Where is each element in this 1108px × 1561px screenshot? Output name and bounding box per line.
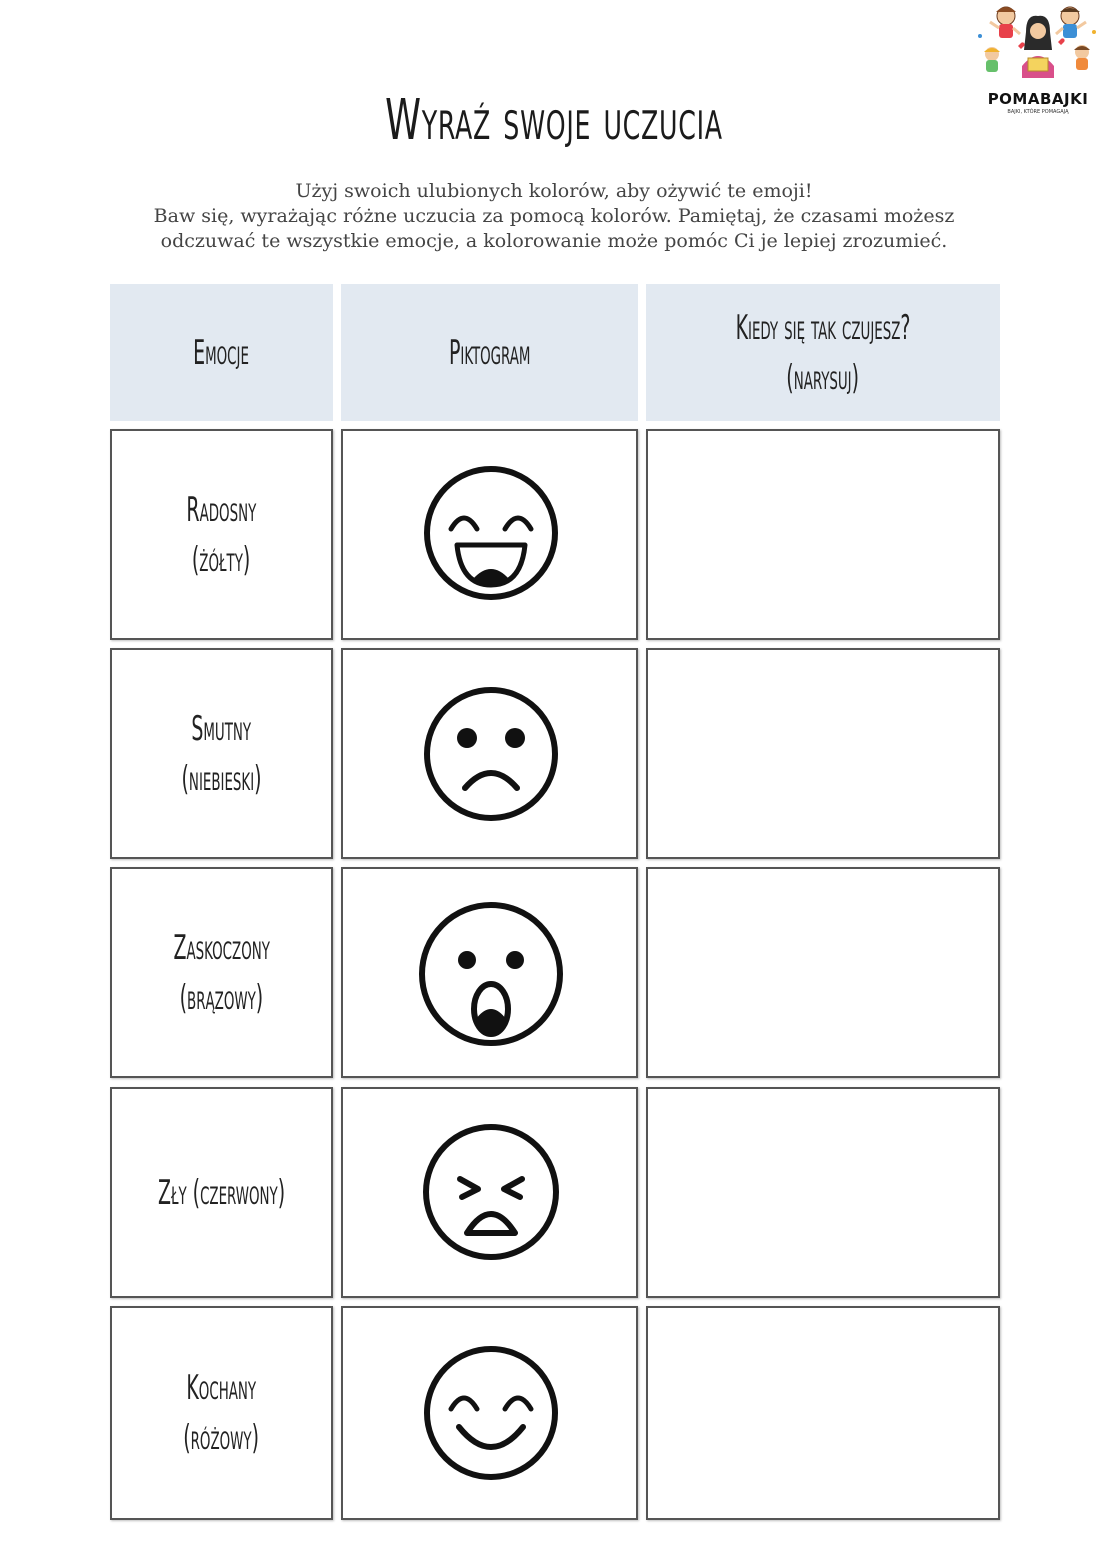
emotion-color: (różowy) <box>183 1418 260 1458</box>
emotion-cell <box>110 648 333 859</box>
header-when-label: Kiedy się tak czujesz? <box>735 307 911 348</box>
header-pictogram-label: Piktogram <box>448 332 531 373</box>
smiling-face-icon <box>421 1343 561 1483</box>
header-when-hint: (narysuj) <box>786 357 860 398</box>
emotion-cell <box>110 429 333 640</box>
kids-reading-logo-icon <box>974 2 1102 92</box>
header-when <box>646 284 1000 421</box>
header-emotion-label: Emocje <box>193 332 250 373</box>
pictogram-cell <box>341 867 638 1078</box>
emotion-name: Zaskoczony <box>173 927 270 968</box>
page-title: Wyraź swoje uczucia <box>385 88 723 153</box>
emotion-name: Zły (czerwony) <box>157 1172 286 1213</box>
emotion-name: Smutny <box>191 708 252 749</box>
emotion-cell <box>110 867 333 1078</box>
intro-line-2: Baw się, wyrażając różne uczucia za pomocą kolorów. Pamiętaj, że czasami możesz <box>153 205 955 227</box>
intro-line-1: Użyj swoich ulubionych kolorów, aby ożywić te emoji! <box>295 180 813 202</box>
drawing-cell[interactable] <box>646 648 1000 859</box>
emotion-name: Kochany <box>186 1368 257 1408</box>
drawing-cell[interactable] <box>646 429 1000 640</box>
logo-tagline: BAJKI, KTÓRE POMAGAJĄ <box>1007 109 1069 115</box>
emotion-color: (brązowy) <box>179 977 264 1018</box>
emotion-color: (żółty) <box>192 539 251 580</box>
emotion-name: Radosny <box>186 489 257 530</box>
drawing-cell[interactable] <box>646 867 1000 1078</box>
pictogram-cell <box>341 648 638 859</box>
angry-face-icon <box>420 1121 562 1263</box>
brand-logo <box>974 2 1102 120</box>
intro-text <box>80 179 1028 254</box>
pictogram-cell <box>341 1306 638 1520</box>
emotion-cell <box>110 1087 333 1298</box>
emotion-color: (niebieski) <box>181 758 262 799</box>
header-emotion <box>110 284 333 421</box>
laughing-face-icon <box>421 463 561 603</box>
pictogram-cell <box>341 429 638 640</box>
intro-line-3: odczuwać te wszystkie emocje, a kolorowanie może pomóc Ci je lepiej zrozumieć. <box>160 230 948 252</box>
drawing-cell[interactable] <box>646 1306 1000 1520</box>
logo-name: POMABAJKI <box>987 90 1089 108</box>
pictogram-cell <box>341 1087 638 1298</box>
sad-face-icon <box>421 684 561 824</box>
surprised-face-icon <box>416 899 566 1049</box>
drawing-cell[interactable] <box>646 1087 1000 1298</box>
emotion-cell <box>110 1306 333 1520</box>
header-pictogram <box>341 284 638 421</box>
